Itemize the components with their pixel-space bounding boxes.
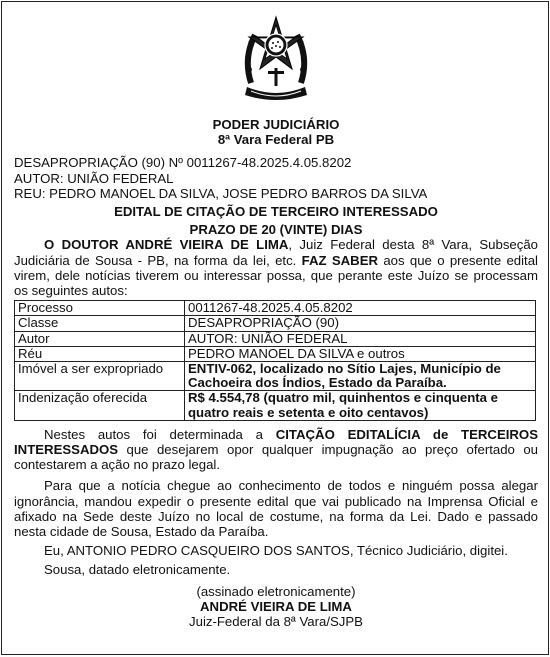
- edital-title: EDITAL DE CITAÇÃO DE TERCEIRO INTERESSADO: [114, 204, 438, 220]
- faz-saber: FAZ SABER: [301, 252, 379, 268]
- intro-text-2: aos que o presente edital virem, dele notícias tiverem ou interessar possa, que perante este Juízo se processam os seguintes autos:: [14, 252, 538, 299]
- table-label-cell: Réu: [15, 346, 185, 361]
- table-row: [15, 301, 536, 316]
- citation-paragraph: [14, 427, 538, 473]
- citation-bold: CITAÇÃO EDITALÍCIA de TERCEIROS INTERESSADOS: [14, 426, 538, 458]
- case-info: [14, 155, 538, 201]
- signature-note: (assinado eletronicamente): [196, 583, 356, 599]
- table-value-cell: DESAPROPRIAÇÃO (90): [185, 316, 536, 331]
- citation-text-2: que desejarem opor qualquer impugnação ao preço ofertado ou contestarem a ação no prazo legal.: [14, 442, 538, 473]
- table-label-cell: Autor: [15, 331, 185, 346]
- date-paragraph: Sousa, datado eletronicamente.: [44, 562, 231, 578]
- case-defendant-line: REU: PEDRO MANOEL DA SILVA, JOSE PEDRO BARROS DA SILVA: [14, 185, 428, 201]
- judge-name: O DOUTOR ANDRÉ VIEIRA DE LIMA: [44, 237, 289, 253]
- table-row: [15, 391, 536, 420]
- table-row: [15, 346, 536, 361]
- header-court: 8ª Vara Federal PB: [217, 132, 335, 148]
- table-row: [15, 331, 536, 346]
- table-value-cell: PEDRO MANOEL DA SILVA e outros: [185, 346, 536, 361]
- table-value-cell: ENTIV-062, localizado no Sítio Lajes, Município de Cachoeira dos Índios, Estado da Paraíba.: [185, 362, 536, 391]
- case-author-line: AUTOR: UNIÃO FEDERAL: [14, 170, 174, 186]
- publication-paragraph: Para que a notícia chegue ao conhecimento de todos e ninguém possa alegar ignorância, mandou expedir o presente edital que vai publicado na Imprensa Oficial e afixado na Sede deste Juízo no local de costume, na forma da Lei. Dado e passado nesta cidade de Sousa, Estado da Paraíba.: [14, 478, 538, 540]
- table-row: [15, 316, 536, 331]
- typist-paragraph: Eu, ANTONIO PEDRO CASQUEIRO DOS SANTOS, Técnico Judiciário, digitei.: [44, 543, 508, 559]
- table-label-cell: Processo: [15, 301, 185, 316]
- edital-page: [1, 1, 549, 655]
- table-value-cell: R$ 4.554,78 (quatro mil, quinhentos e cinquenta e quatro reais e setenta e oito centavos): [185, 391, 536, 420]
- coat-of-arms-icon: [241, 13, 311, 103]
- signature-block: [14, 584, 538, 630]
- case-details-table: [14, 300, 536, 421]
- deadline-title: PRAZO DE 20 (VINTE) DIAS: [189, 222, 363, 238]
- table-row: [15, 362, 536, 391]
- signature-role: Juiz-Federal da 8ª Vara/SJPB: [189, 614, 363, 630]
- intro-text-1: , Juiz Federal desta 8ª Vara, Subseção Judiciária de Sousa - PB, na forma da lei, etc.: [14, 237, 539, 268]
- citation-text-1: Nestes autos foi determinada a: [44, 426, 276, 442]
- header-power: PODER JUDICIÁRIO: [212, 117, 340, 132]
- table-label-cell: Indenização oferecida: [15, 391, 185, 420]
- table-label-cell: Imóvel a ser expropriado: [15, 362, 185, 391]
- intro-paragraph: [14, 237, 538, 298]
- signature-name: ANDRÉ VIEIRA DE LIMA: [200, 598, 352, 614]
- table-value-cell: AUTOR: UNIÃO FEDERAL: [185, 331, 536, 346]
- table-value-cell: 0011267-48.2025.4.05.8202: [185, 301, 536, 316]
- table-label-cell: Classe: [15, 316, 185, 331]
- case-class-line: DESAPROPRIAÇÃO (90) Nº 0011267-48.2025.4.05.8202: [14, 155, 352, 171]
